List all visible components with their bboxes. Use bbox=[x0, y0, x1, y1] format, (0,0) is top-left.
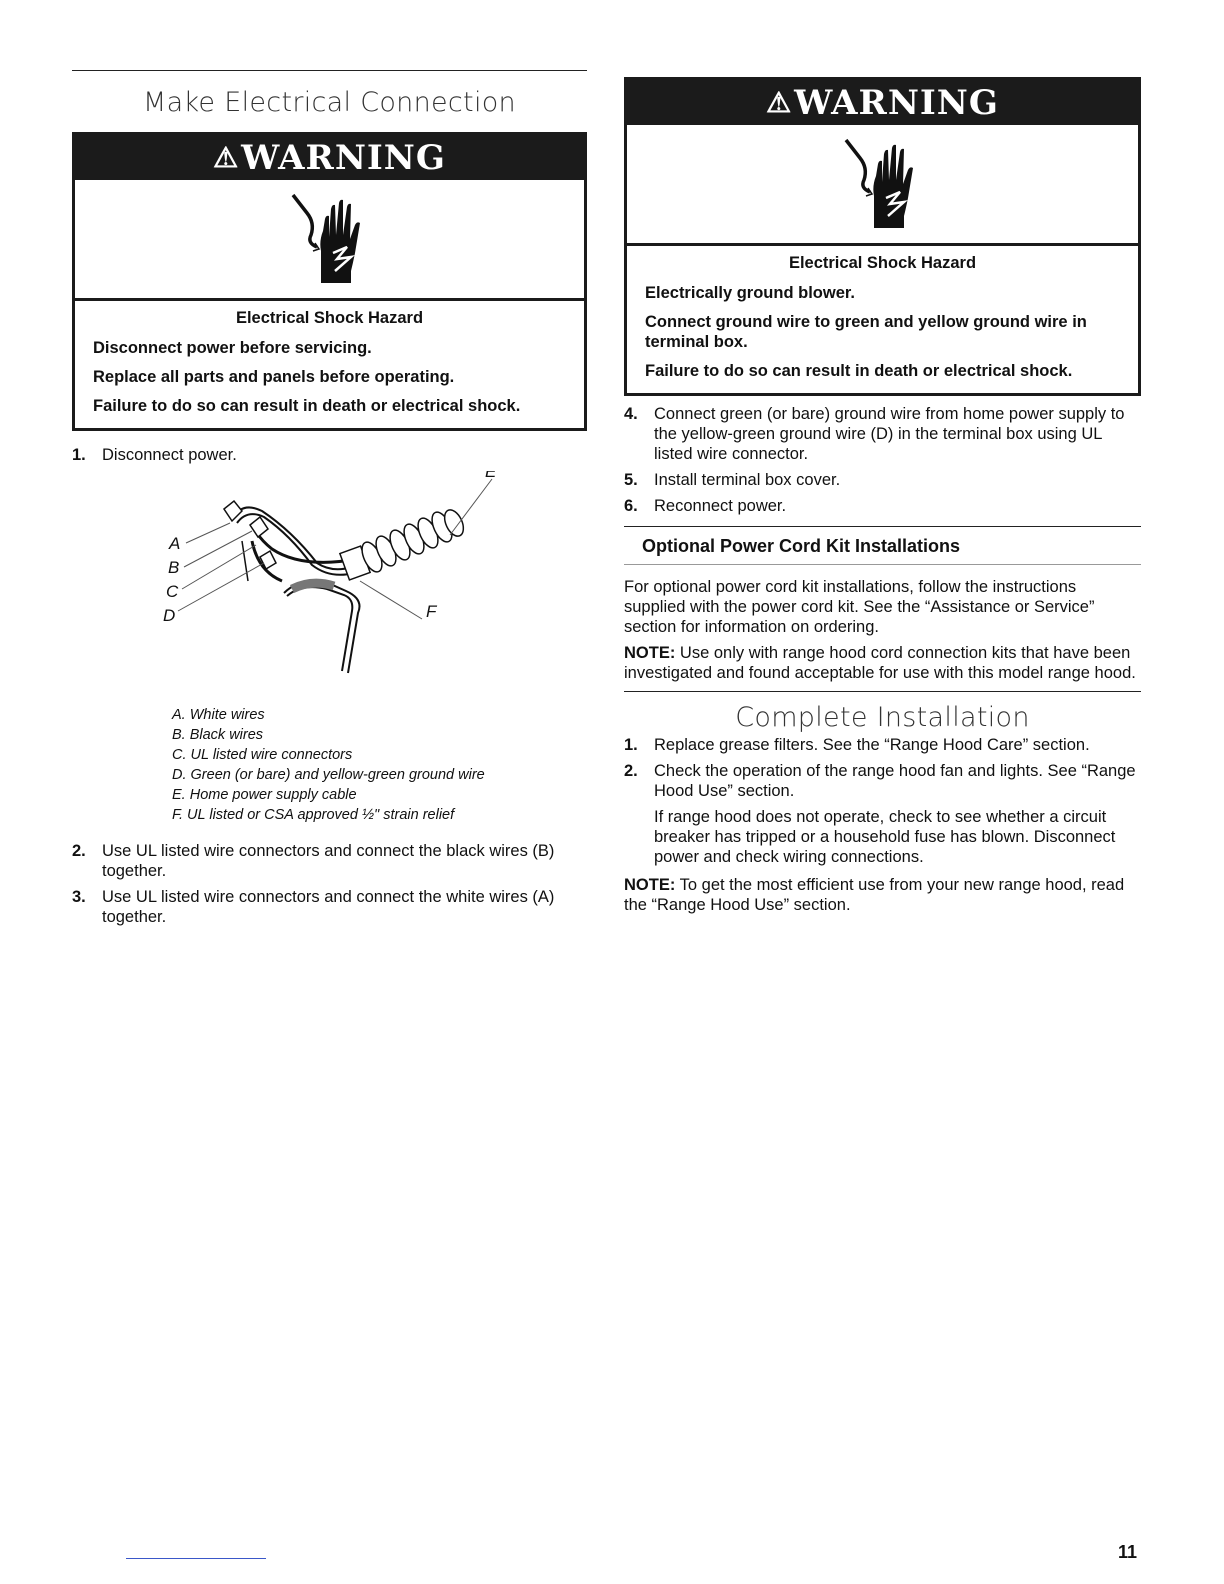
warning-line: Failure to do so can result in death or electrical shock. bbox=[645, 362, 1073, 380]
warning-label: WARNING bbox=[241, 138, 446, 178]
warning-icon-area bbox=[75, 180, 584, 301]
step-text: Install terminal box cover. bbox=[654, 471, 841, 489]
diagram-label-c: C bbox=[166, 582, 179, 601]
troubleshoot-paragraph: If range hood does not operate, check to see whether a circuit breaker has tripped or a household fuse has blown. Disconnect power and check wiring connections. bbox=[654, 808, 1116, 866]
diagram-label-b: B bbox=[168, 558, 180, 577]
step-number: 1. bbox=[624, 736, 638, 754]
legend-item: F. UL listed or CSA approved ½" strain relief bbox=[172, 807, 455, 823]
electric-shock-hand-icon bbox=[285, 191, 375, 287]
wiring-diagram bbox=[72, 471, 587, 701]
legend-item: D. Green (or bare) and yellow-green ground wire bbox=[172, 767, 485, 783]
page-number: 11 bbox=[1118, 1542, 1138, 1562]
warning-header bbox=[75, 135, 584, 180]
step-text: Use UL listed wire connectors and connect the black wires (B) together. bbox=[102, 842, 555, 880]
warning-line: Electrically ground blower. bbox=[645, 284, 855, 302]
step-number: 3. bbox=[72, 888, 86, 906]
section-title: Complete Installation bbox=[735, 702, 1030, 733]
step-text: Disconnect power. bbox=[102, 446, 237, 464]
diagram-label-d: D bbox=[163, 606, 176, 625]
optional-paragraph: For optional power cord kit installations, follow the instructions supplied with the power cord kit. See the “Assistance or Service” section for information on ordering. bbox=[624, 578, 1095, 636]
diagram-label-e: E bbox=[485, 471, 497, 481]
step-number: 4. bbox=[624, 405, 638, 423]
electric-shock-hand-icon bbox=[838, 136, 928, 232]
step-item bbox=[72, 841, 587, 881]
step-number: 1. bbox=[72, 446, 86, 464]
warning-label: WARNING bbox=[794, 83, 999, 123]
step-item bbox=[624, 761, 1141, 801]
diagram-label-f: F bbox=[426, 602, 437, 621]
step-item bbox=[72, 887, 587, 927]
wiring-illustration bbox=[72, 471, 587, 701]
step-number: 2. bbox=[72, 842, 86, 860]
step-list bbox=[624, 404, 1141, 516]
hazard-title: Electrical Shock Hazard bbox=[788, 254, 977, 272]
legend-item: A. White wires bbox=[172, 707, 265, 723]
diagram-legend bbox=[172, 705, 587, 825]
warning-text bbox=[75, 301, 584, 428]
warning-icon-area bbox=[627, 125, 1138, 246]
step-number: 2. bbox=[624, 762, 638, 780]
legend-item: C. UL listed wire connectors bbox=[172, 747, 353, 763]
note-label: NOTE: bbox=[624, 644, 676, 662]
warning-text bbox=[627, 246, 1138, 393]
step-item bbox=[624, 470, 1141, 490]
diagram-label-a: A bbox=[169, 534, 181, 553]
footer-link-line bbox=[126, 1558, 266, 1559]
step-text: Replace grease filters. See the “Range Hood Care” section. bbox=[654, 736, 1090, 754]
step-text: Use UL listed wire connectors and connect the white wires (A) together. bbox=[102, 888, 555, 926]
step-item bbox=[624, 735, 1141, 755]
note-text: Use only with range hood cord connection kits that have been investigated and found acceptable for use with this model range hood. bbox=[624, 644, 1136, 682]
step-number: 6. bbox=[624, 497, 638, 515]
hazard-title: Electrical Shock Hazard bbox=[235, 309, 424, 327]
step-text: Reconnect power. bbox=[654, 497, 787, 515]
step-item bbox=[624, 496, 1141, 516]
optional-note bbox=[624, 643, 1141, 683]
legend-item: E. Home power supply cable bbox=[172, 787, 357, 803]
step-text: Connect green (or bare) ground wire from home power supply to the yellow-green ground wire (D) in the terminal box using UL listed wire connector. bbox=[654, 405, 1125, 463]
complete-note bbox=[624, 875, 1141, 915]
legend-item: B. Black wires bbox=[172, 727, 264, 743]
left-column bbox=[72, 70, 587, 933]
section-rule bbox=[624, 691, 1141, 692]
note-text: To get the most efficient use from your new range hood, read the “Range Hood Use” section. bbox=[624, 876, 1125, 914]
step-item bbox=[72, 445, 587, 465]
warning-triangle-icon: ⚠ bbox=[213, 141, 240, 174]
warning-triangle-icon: ⚠ bbox=[766, 86, 793, 119]
step-list bbox=[624, 735, 1141, 801]
step-text: Check the operation of the range hood fan and lights. See “Range Hood Use” section. bbox=[654, 762, 1136, 800]
warning-line: Replace all parts and panels before operating. bbox=[93, 368, 455, 386]
warning-line: Failure to do so can result in death or electrical shock. bbox=[93, 397, 521, 415]
right-column bbox=[624, 77, 1141, 921]
warning-box bbox=[624, 77, 1141, 396]
step-list bbox=[72, 841, 587, 927]
warning-line: Disconnect power before servicing. bbox=[93, 339, 372, 357]
warning-header bbox=[627, 80, 1138, 125]
warning-box bbox=[72, 132, 587, 431]
note-label: NOTE: bbox=[624, 876, 676, 894]
section-rule bbox=[72, 70, 587, 71]
step-number: 5. bbox=[624, 471, 638, 489]
step-list bbox=[72, 445, 587, 465]
section-title: Make Electrical Connection bbox=[143, 87, 516, 118]
section-rule bbox=[624, 564, 1141, 565]
warning-line: Connect ground wire to green and yellow ground wire in terminal box. bbox=[645, 313, 1087, 351]
ground-wire-sleeve bbox=[292, 583, 334, 589]
optional-heading: Optional Power Cord Kit Installations bbox=[642, 536, 961, 556]
step-item bbox=[624, 404, 1141, 464]
